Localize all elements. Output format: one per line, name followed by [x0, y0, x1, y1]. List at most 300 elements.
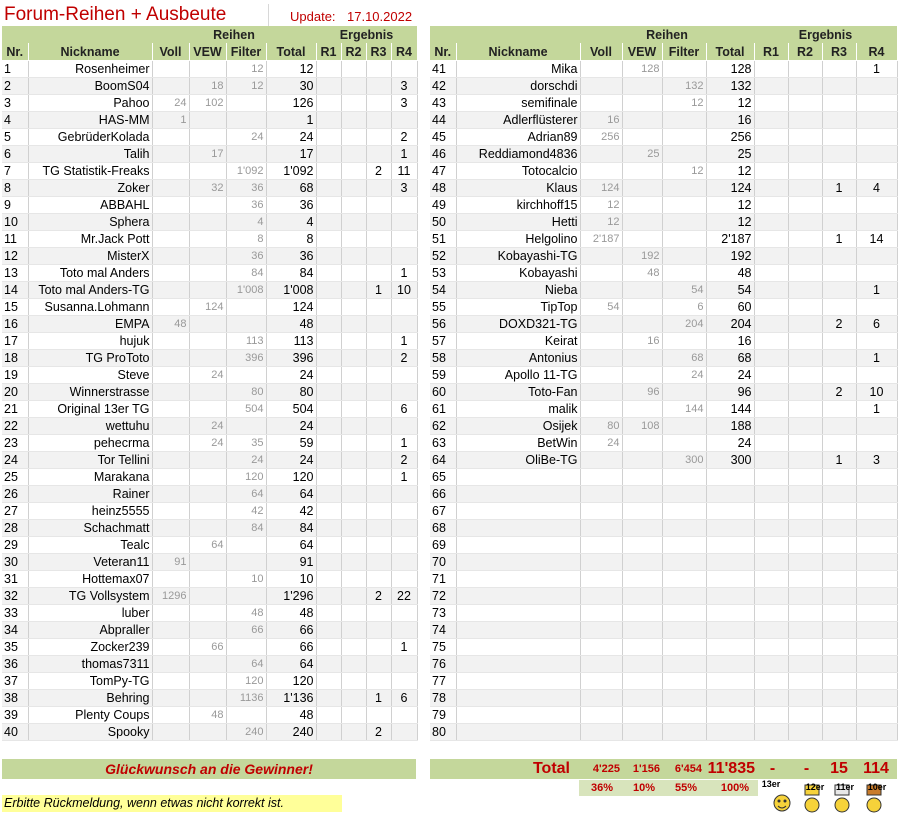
- row-voll: [580, 282, 622, 299]
- row-r4: 1: [856, 61, 897, 78]
- row-voll: [152, 61, 189, 78]
- row-number: 42: [430, 78, 456, 95]
- row-r3: [822, 588, 856, 605]
- row-r1: [754, 384, 788, 401]
- row-r4: [391, 537, 417, 554]
- table-row: [2, 95, 417, 112]
- row-nickname: TG ProToto: [28, 350, 152, 367]
- row-r3: [822, 554, 856, 571]
- row-r3: [366, 112, 391, 129]
- row-total: 84: [266, 265, 316, 282]
- row-r2: [341, 112, 366, 129]
- row-number: 23: [2, 435, 28, 452]
- row-number: 26: [2, 486, 28, 503]
- row-r1: [316, 61, 341, 78]
- row-nickname: DOXD321-TG: [456, 316, 580, 333]
- row-r3: [366, 571, 391, 588]
- row-nickname: [456, 656, 580, 673]
- row-r1: [754, 401, 788, 418]
- row-r2: [788, 537, 822, 554]
- row-nickname: [456, 469, 580, 486]
- row-r4: [391, 418, 417, 435]
- row-filter: 1136: [226, 690, 266, 707]
- row-r1: [754, 690, 788, 707]
- row-filter: 6: [662, 299, 706, 316]
- row-vew: [622, 401, 662, 418]
- row-r2: [788, 248, 822, 265]
- row-vew: 124: [189, 299, 226, 316]
- header-group-ergebnis: Ergebnis: [316, 26, 417, 43]
- row-voll: [580, 537, 622, 554]
- header-spacer: [456, 26, 580, 43]
- row-r2: [788, 333, 822, 350]
- row-filter: [226, 554, 266, 571]
- row-nickname: [456, 639, 580, 656]
- row-r3: [822, 469, 856, 486]
- row-total: 48: [266, 316, 316, 333]
- row-r3: [822, 605, 856, 622]
- table-row: [2, 163, 417, 180]
- row-r4: [856, 214, 897, 231]
- row-r4: 10: [391, 282, 417, 299]
- row-number: 25: [2, 469, 28, 486]
- row-total: 4: [266, 214, 316, 231]
- row-r4: 1: [391, 469, 417, 486]
- row-vew: [189, 333, 226, 350]
- row-total: 16: [706, 333, 754, 350]
- row-r2: [341, 350, 366, 367]
- table-row: [2, 537, 417, 554]
- row-total: [706, 622, 754, 639]
- row-number: 73: [430, 605, 456, 622]
- table-row: [430, 61, 897, 78]
- row-r1: [754, 367, 788, 384]
- row-nickname: Toto mal Anders: [28, 265, 152, 282]
- row-r3: [366, 554, 391, 571]
- row-r4: 3: [391, 95, 417, 112]
- row-vew: [622, 78, 662, 95]
- row-nickname: Adlerflüsterer: [456, 112, 580, 129]
- row-r1: [316, 384, 341, 401]
- row-number: 79: [430, 707, 456, 724]
- row-total: [706, 503, 754, 520]
- table-row: [430, 707, 897, 724]
- row-r4: 14: [856, 231, 897, 248]
- row-r2: [341, 367, 366, 384]
- row-nickname: Kobayashi: [456, 265, 580, 282]
- row-r3: [366, 452, 391, 469]
- row-r4: 6: [391, 690, 417, 707]
- row-total: 36: [266, 248, 316, 265]
- row-nickname: pehecrma: [28, 435, 152, 452]
- row-r1: [316, 95, 341, 112]
- row-filter: 35: [226, 435, 266, 452]
- row-r3: [822, 724, 856, 741]
- row-number: 2: [2, 78, 28, 95]
- row-vew: [622, 554, 662, 571]
- row-vew: [622, 469, 662, 486]
- row-total: 59: [266, 435, 316, 452]
- row-filter: [226, 639, 266, 656]
- row-r3: [822, 282, 856, 299]
- table-row: [2, 248, 417, 265]
- row-r3: [366, 673, 391, 690]
- row-vew: 18: [189, 78, 226, 95]
- row-r1: [754, 452, 788, 469]
- row-nickname: MisterX: [28, 248, 152, 265]
- row-r3: [366, 384, 391, 401]
- row-number: 63: [430, 435, 456, 452]
- table-row: [430, 265, 897, 282]
- row-r4: [856, 622, 897, 639]
- row-total: [706, 554, 754, 571]
- row-total: [706, 486, 754, 503]
- row-nickname: HAS-MM: [28, 112, 152, 129]
- row-total: 84: [266, 520, 316, 537]
- table-row: [430, 571, 897, 588]
- row-number: 47: [430, 163, 456, 180]
- row-nickname: Tor Tellini: [28, 452, 152, 469]
- row-r1: [754, 605, 788, 622]
- row-r4: [391, 503, 417, 520]
- row-r3: [366, 520, 391, 537]
- row-vew: [622, 503, 662, 520]
- row-r4: [856, 724, 897, 741]
- row-filter: [226, 418, 266, 435]
- row-number: 30: [2, 554, 28, 571]
- row-filter: [226, 299, 266, 316]
- pct-vew: 10%: [632, 782, 655, 794]
- row-voll: [152, 248, 189, 265]
- row-number: 9: [2, 197, 28, 214]
- row-r3: [366, 622, 391, 639]
- row-total: 36: [266, 197, 316, 214]
- row-r2: [341, 639, 366, 656]
- row-filter: [662, 605, 706, 622]
- row-filter: [662, 61, 706, 78]
- row-r1: [316, 520, 341, 537]
- table-row: [2, 265, 417, 282]
- row-r1: [316, 299, 341, 316]
- col-r1-header: R1: [754, 43, 788, 61]
- row-vew: [189, 452, 226, 469]
- row-r3: 1: [822, 452, 856, 469]
- row-filter: 12: [226, 61, 266, 78]
- row-filter: 8: [226, 231, 266, 248]
- row-total: 1'092: [266, 163, 316, 180]
- row-r1: [754, 163, 788, 180]
- row-total: 113: [266, 333, 316, 350]
- row-number: 6: [2, 146, 28, 163]
- row-voll: [580, 367, 622, 384]
- row-total: [706, 639, 754, 656]
- row-voll: [580, 146, 622, 163]
- row-vew: [622, 537, 662, 554]
- row-voll: [580, 469, 622, 486]
- row-filter: 4: [226, 214, 266, 231]
- row-voll: 1296: [152, 588, 189, 605]
- row-r4: [391, 707, 417, 724]
- row-total: 2'187: [706, 231, 754, 248]
- row-total: 188: [706, 418, 754, 435]
- row-r1: [316, 214, 341, 231]
- row-voll: [152, 197, 189, 214]
- row-r3: [366, 486, 391, 503]
- table-row: [430, 214, 897, 231]
- table-row: [430, 350, 897, 367]
- table-row: [2, 571, 417, 588]
- row-r1: [316, 163, 341, 180]
- row-voll: 12: [580, 214, 622, 231]
- row-number: 59: [430, 367, 456, 384]
- row-r3: [822, 129, 856, 146]
- row-r2: [788, 690, 822, 707]
- row-total: 192: [706, 248, 754, 265]
- row-total: 48: [266, 605, 316, 622]
- row-r3: [366, 367, 391, 384]
- row-r3: [366, 180, 391, 197]
- row-voll: 256: [580, 129, 622, 146]
- header-spacer: [28, 26, 152, 43]
- row-r4: [856, 656, 897, 673]
- row-r2: [788, 673, 822, 690]
- row-number: 58: [430, 350, 456, 367]
- table-row: [2, 588, 417, 605]
- row-r3: [822, 418, 856, 435]
- row-total: [706, 605, 754, 622]
- row-filter: 204: [662, 316, 706, 333]
- row-vew: [622, 180, 662, 197]
- row-r4: 1: [391, 146, 417, 163]
- table-row: [430, 690, 897, 707]
- row-voll: [152, 418, 189, 435]
- title-divider: [268, 4, 269, 26]
- row-r3: [366, 656, 391, 673]
- row-nickname: Tealc: [28, 537, 152, 554]
- row-vew: [189, 214, 226, 231]
- row-r1: [754, 418, 788, 435]
- row-number: 72: [430, 588, 456, 605]
- table-row: [2, 401, 417, 418]
- row-voll: [152, 214, 189, 231]
- row-number: 36: [2, 656, 28, 673]
- row-number: 69: [430, 537, 456, 554]
- row-filter: [226, 367, 266, 384]
- table-row: [430, 435, 897, 452]
- row-nickname: Veteran11: [28, 554, 152, 571]
- row-r2: [341, 163, 366, 180]
- row-filter: [662, 129, 706, 146]
- row-r4: [391, 520, 417, 537]
- table-row: [2, 316, 417, 333]
- row-r3: [366, 333, 391, 350]
- total-vew: 1'156: [632, 763, 660, 775]
- row-r2: [341, 146, 366, 163]
- table-row: [2, 452, 417, 469]
- row-r2: [341, 588, 366, 605]
- row-number: 39: [2, 707, 28, 724]
- row-r3: [822, 656, 856, 673]
- row-r2: [341, 656, 366, 673]
- row-voll: 16: [580, 112, 622, 129]
- row-r4: [856, 435, 897, 452]
- row-filter: [226, 588, 266, 605]
- row-r4: 22: [391, 588, 417, 605]
- row-filter: 300: [662, 452, 706, 469]
- total-r2: -: [803, 760, 810, 777]
- row-r2: [341, 299, 366, 316]
- row-r4: [391, 61, 417, 78]
- row-vew: [189, 571, 226, 588]
- row-filter: [662, 622, 706, 639]
- row-nickname: [456, 707, 580, 724]
- row-vew: [622, 707, 662, 724]
- table-row: [430, 197, 897, 214]
- row-vew: [622, 690, 662, 707]
- row-number: 45: [430, 129, 456, 146]
- row-total: 64: [266, 656, 316, 673]
- row-r1: [316, 707, 341, 724]
- row-nickname: TG Vollsystem: [28, 588, 152, 605]
- row-r2: [788, 146, 822, 163]
- row-nickname: [456, 537, 580, 554]
- col-nr-header: Nr.: [2, 43, 28, 61]
- row-filter: [226, 316, 266, 333]
- row-r2: [341, 673, 366, 690]
- row-r2: [341, 554, 366, 571]
- row-r4: [391, 605, 417, 622]
- row-vew: 48: [622, 265, 662, 282]
- row-r4: [391, 384, 417, 401]
- row-r1: [316, 401, 341, 418]
- row-r4: 3: [391, 180, 417, 197]
- row-r3: [366, 707, 391, 724]
- col-r3-header: R3: [366, 43, 391, 61]
- row-total: 8: [266, 231, 316, 248]
- row-r2: [341, 418, 366, 435]
- row-r2: [788, 588, 822, 605]
- row-nickname: TomPy-TG: [28, 673, 152, 690]
- row-r4: [391, 656, 417, 673]
- row-vew: [622, 571, 662, 588]
- table-row: [2, 554, 417, 571]
- table-row: [430, 316, 897, 333]
- row-r4: [391, 622, 417, 639]
- row-vew: 25: [622, 146, 662, 163]
- row-r4: 1: [856, 350, 897, 367]
- row-filter: 1'008: [226, 282, 266, 299]
- row-voll: [580, 622, 622, 639]
- row-nickname: Toto-Fan: [456, 384, 580, 401]
- row-nickname: Mika: [456, 61, 580, 78]
- row-voll: [152, 350, 189, 367]
- row-r4: [391, 724, 417, 741]
- row-r4: [391, 367, 417, 384]
- row-filter: 504: [226, 401, 266, 418]
- row-nickname: [456, 673, 580, 690]
- results-table-left: [2, 26, 418, 741]
- row-r3: [366, 214, 391, 231]
- row-number: 4: [2, 112, 28, 129]
- row-number: 12: [2, 248, 28, 265]
- row-r2: [341, 316, 366, 333]
- row-vew: [622, 282, 662, 299]
- row-r1: [754, 112, 788, 129]
- row-total: [706, 724, 754, 741]
- row-filter: 48: [226, 605, 266, 622]
- row-r1: [754, 571, 788, 588]
- row-nickname: Antonius: [456, 350, 580, 367]
- row-voll: [152, 520, 189, 537]
- row-nickname: Helgolino: [456, 231, 580, 248]
- row-voll: 1: [152, 112, 189, 129]
- row-number: 38: [2, 690, 28, 707]
- row-voll: [580, 316, 622, 333]
- row-total: 91: [266, 554, 316, 571]
- table-row: [2, 639, 417, 656]
- row-number: 19: [2, 367, 28, 384]
- row-vew: [189, 724, 226, 741]
- table-row: [2, 78, 417, 95]
- row-nickname: heinz5555: [28, 503, 152, 520]
- row-r3: [822, 503, 856, 520]
- row-vew: [622, 214, 662, 231]
- row-vew: 128: [622, 61, 662, 78]
- row-total: 48: [266, 707, 316, 724]
- row-nickname: Totocalcio: [456, 163, 580, 180]
- row-filter: [662, 520, 706, 537]
- row-voll: [580, 95, 622, 112]
- row-total: 256: [706, 129, 754, 146]
- row-r4: [856, 520, 897, 537]
- table-row: [2, 622, 417, 639]
- feedback-note: Erbitte Rückmeldung, wenn etwas nicht korrekt ist.: [2, 795, 342, 812]
- row-r4: [856, 469, 897, 486]
- row-number: 28: [2, 520, 28, 537]
- row-total: 54: [706, 282, 754, 299]
- row-number: 22: [2, 418, 28, 435]
- row-total: 66: [266, 639, 316, 656]
- table-row: [2, 214, 417, 231]
- row-voll: [580, 673, 622, 690]
- table-row: [430, 299, 897, 316]
- col-total-header: Total: [706, 43, 754, 61]
- row-total: 504: [266, 401, 316, 418]
- col-r4-header: R4: [856, 43, 897, 61]
- row-number: 24: [2, 452, 28, 469]
- row-r2: [341, 384, 366, 401]
- row-nickname: OliBe-TG: [456, 452, 580, 469]
- row-filter: [662, 146, 706, 163]
- row-nickname: GebrüderKolada: [28, 129, 152, 146]
- row-r4: [391, 486, 417, 503]
- row-voll: [152, 231, 189, 248]
- row-r1: [316, 197, 341, 214]
- row-r4: 1: [391, 639, 417, 656]
- row-r1: [316, 367, 341, 384]
- row-r3: [366, 401, 391, 418]
- row-r2: [788, 367, 822, 384]
- row-vew: [189, 197, 226, 214]
- totals-bar: [430, 759, 897, 779]
- row-r4: [391, 554, 417, 571]
- row-r2: [788, 554, 822, 571]
- row-voll: 24: [152, 95, 189, 112]
- row-number: 75: [430, 639, 456, 656]
- row-r2: [341, 231, 366, 248]
- row-r1: [754, 503, 788, 520]
- row-r3: [366, 146, 391, 163]
